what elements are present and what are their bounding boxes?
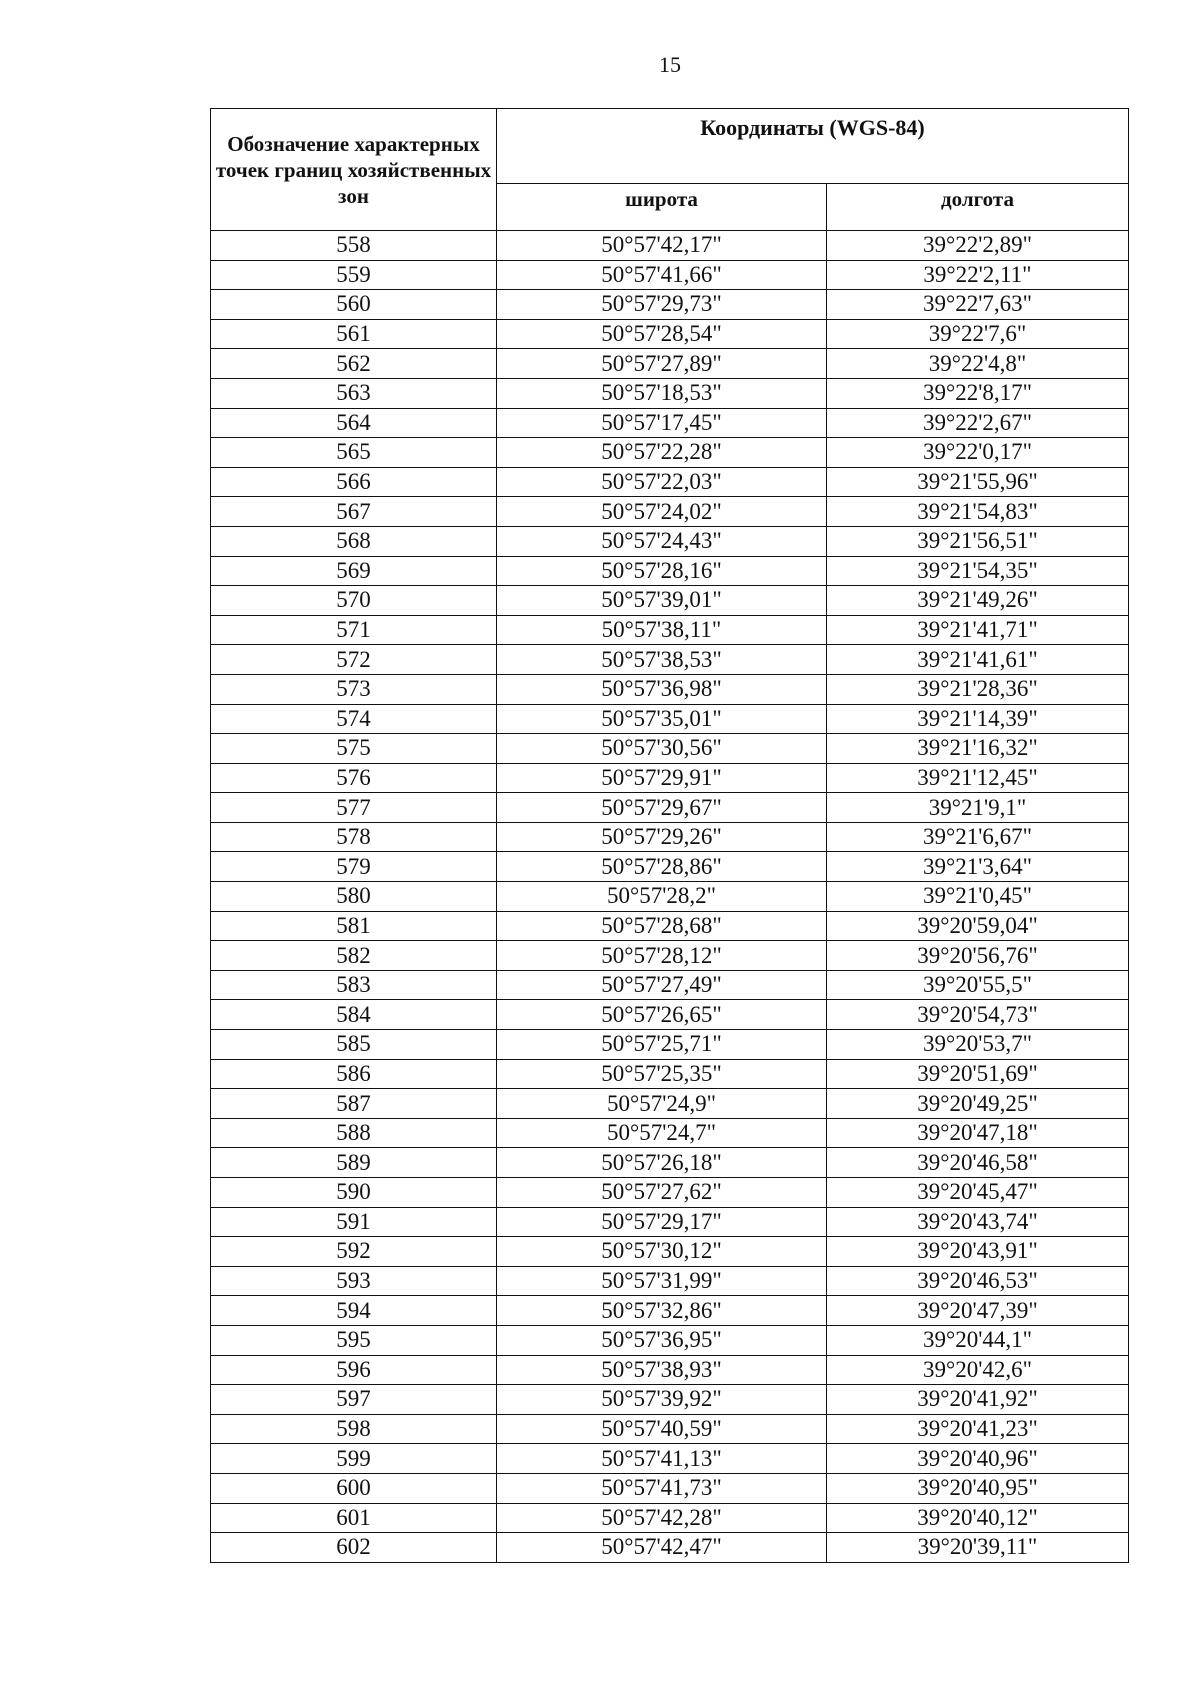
point-id-cell: 598 [211, 1414, 497, 1444]
longitude-cell: 39°21'14,39" [827, 704, 1129, 734]
longitude-cell: 39°21'16,32" [827, 734, 1129, 764]
longitude-cell: 39°20'54,73" [827, 1000, 1129, 1030]
table-row [211, 1355, 1129, 1385]
table-row [211, 704, 1129, 734]
latitude-cell: 50°57'35,01" [497, 704, 827, 734]
longitude-cell: 39°21'55,96" [827, 467, 1129, 497]
longitude-cell: 39°20'42,6" [827, 1355, 1129, 1385]
table-row [211, 260, 1129, 290]
point-id-cell: 565 [211, 438, 497, 468]
longitude-cell: 39°20'40,95" [827, 1473, 1129, 1503]
table-row [211, 586, 1129, 616]
longitude-cell: 39°22'0,17" [827, 438, 1129, 468]
table-row [211, 1178, 1129, 1208]
latitude-cell: 50°57'24,9" [497, 1089, 827, 1119]
table-row [211, 408, 1129, 438]
point-id-cell: 560 [211, 290, 497, 320]
table-row [211, 526, 1129, 556]
latitude-cell: 50°57'32,86" [497, 1296, 827, 1326]
table-row [211, 1059, 1129, 1089]
point-id-cell: 558 [211, 231, 497, 261]
latitude-cell: 50°57'29,67" [497, 793, 827, 823]
table-row [211, 1503, 1129, 1533]
longitude-cell: 39°21'9,1" [827, 793, 1129, 823]
table-row [211, 852, 1129, 882]
table-row [211, 1473, 1129, 1503]
table-row [211, 615, 1129, 645]
latitude-cell: 50°57'29,26" [497, 822, 827, 852]
latitude-cell: 50°57'28,86" [497, 852, 827, 882]
table-row [211, 1414, 1129, 1444]
longitude-cell: 39°20'56,76" [827, 941, 1129, 971]
longitude-cell: 39°22'8,17" [827, 378, 1129, 408]
longitude-cell: 39°21'3,64" [827, 852, 1129, 882]
point-id-cell: 582 [211, 941, 497, 971]
table-row [211, 1030, 1129, 1060]
latitude-cell: 50°57'38,53" [497, 645, 827, 675]
longitude-cell: 39°22'7,63" [827, 290, 1129, 320]
table-row [211, 1266, 1129, 1296]
point-id-cell: 601 [211, 1503, 497, 1533]
longitude-cell: 39°20'53,7" [827, 1030, 1129, 1060]
latitude-cell: 50°57'42,47" [497, 1533, 827, 1563]
point-id-cell: 561 [211, 319, 497, 349]
longitude-cell: 39°20'46,53" [827, 1266, 1129, 1296]
table-row [211, 497, 1129, 527]
header-latitude: широта [497, 184, 827, 231]
table-body [211, 231, 1129, 1563]
latitude-cell: 50°57'25,35" [497, 1059, 827, 1089]
point-id-cell: 600 [211, 1473, 497, 1503]
point-id-cell: 590 [211, 1178, 497, 1208]
point-id-cell: 599 [211, 1444, 497, 1474]
point-id-cell: 576 [211, 763, 497, 793]
point-id-cell: 579 [211, 852, 497, 882]
table-row [211, 941, 1129, 971]
longitude-cell: 39°20'59,04" [827, 911, 1129, 941]
longitude-cell: 39°20'41,23" [827, 1414, 1129, 1444]
table-row [211, 793, 1129, 823]
point-id-cell: 573 [211, 674, 497, 704]
point-id-cell: 592 [211, 1237, 497, 1267]
table-row [211, 1118, 1129, 1148]
header-coordinates: Координаты (WGS-84) [497, 109, 1129, 184]
latitude-cell: 50°57'29,73" [497, 290, 827, 320]
point-id-cell: 586 [211, 1059, 497, 1089]
table-row [211, 911, 1129, 941]
table-row [211, 1207, 1129, 1237]
longitude-cell: 39°21'41,71" [827, 615, 1129, 645]
table-row [211, 822, 1129, 852]
latitude-cell: 50°57'30,12" [497, 1237, 827, 1267]
point-id-cell: 566 [211, 467, 497, 497]
latitude-cell: 50°57'41,73" [497, 1473, 827, 1503]
longitude-cell: 39°21'41,61" [827, 645, 1129, 675]
point-id-cell: 595 [211, 1325, 497, 1355]
latitude-cell: 50°57'38,11" [497, 615, 827, 645]
point-id-cell: 589 [211, 1148, 497, 1178]
point-id-cell: 581 [211, 911, 497, 941]
latitude-cell: 50°57'42,17" [497, 231, 827, 261]
point-id-cell: 585 [211, 1030, 497, 1060]
longitude-cell: 39°20'40,12" [827, 1503, 1129, 1533]
latitude-cell: 50°57'36,95" [497, 1325, 827, 1355]
latitude-cell: 50°57'41,13" [497, 1444, 827, 1474]
point-id-cell: 564 [211, 408, 497, 438]
latitude-cell: 50°57'22,03" [497, 467, 827, 497]
table-row [211, 1237, 1129, 1267]
point-id-cell: 562 [211, 349, 497, 379]
point-id-cell: 569 [211, 556, 497, 586]
point-id-cell: 580 [211, 882, 497, 912]
latitude-cell: 50°57'28,2" [497, 882, 827, 912]
latitude-cell: 50°57'40,59" [497, 1414, 827, 1444]
header-designation: Обозначение характерных точек границ хозяйственных зон [211, 109, 497, 231]
latitude-cell: 50°57'22,28" [497, 438, 827, 468]
longitude-cell: 39°22'2,89" [827, 231, 1129, 261]
point-id-cell: 591 [211, 1207, 497, 1237]
longitude-cell: 39°22'2,67" [827, 408, 1129, 438]
page-number: 15 [659, 52, 681, 77]
latitude-cell: 50°57'30,56" [497, 734, 827, 764]
latitude-cell: 50°57'18,53" [497, 378, 827, 408]
table-row [211, 674, 1129, 704]
latitude-cell: 50°57'39,92" [497, 1385, 827, 1415]
latitude-cell: 50°57'28,54" [497, 319, 827, 349]
longitude-cell: 39°20'41,92" [827, 1385, 1129, 1415]
point-id-cell: 574 [211, 704, 497, 734]
longitude-cell: 39°21'56,51" [827, 526, 1129, 556]
longitude-cell: 39°20'40,96" [827, 1444, 1129, 1474]
latitude-cell: 50°57'36,98" [497, 674, 827, 704]
point-id-cell: 577 [211, 793, 497, 823]
latitude-cell: 50°57'24,7" [497, 1118, 827, 1148]
table-row [211, 319, 1129, 349]
table-row [211, 1296, 1129, 1326]
longitude-cell: 39°22'7,6" [827, 319, 1129, 349]
table-row [211, 882, 1129, 912]
longitude-cell: 39°21'6,67" [827, 822, 1129, 852]
longitude-cell: 39°20'51,69" [827, 1059, 1129, 1089]
longitude-cell: 39°21'49,26" [827, 586, 1129, 616]
longitude-cell: 39°21'54,35" [827, 556, 1129, 586]
point-id-cell: 571 [211, 615, 497, 645]
point-id-cell: 583 [211, 970, 497, 1000]
longitude-cell: 39°20'43,91" [827, 1237, 1129, 1267]
point-id-cell: 593 [211, 1266, 497, 1296]
longitude-cell: 39°20'47,18" [827, 1118, 1129, 1148]
point-id-cell: 572 [211, 645, 497, 675]
point-id-cell: 597 [211, 1385, 497, 1415]
longitude-cell: 39°20'44,1" [827, 1325, 1129, 1355]
longitude-cell: 39°20'55,5" [827, 970, 1129, 1000]
longitude-cell: 39°20'47,39" [827, 1296, 1129, 1326]
longitude-cell: 39°20'45,47" [827, 1178, 1129, 1208]
longitude-cell: 39°20'49,25" [827, 1089, 1129, 1119]
table-row [211, 645, 1129, 675]
longitude-cell: 39°20'39,11" [827, 1533, 1129, 1563]
latitude-cell: 50°57'26,65" [497, 1000, 827, 1030]
point-id-cell: 575 [211, 734, 497, 764]
longitude-cell: 39°20'46,58" [827, 1148, 1129, 1178]
point-id-cell: 568 [211, 526, 497, 556]
coordinates-table [210, 108, 1129, 1563]
header-longitude: долгота [827, 184, 1129, 231]
point-id-cell: 587 [211, 1089, 497, 1119]
latitude-cell: 50°57'28,12" [497, 941, 827, 971]
latitude-cell: 50°57'28,16" [497, 556, 827, 586]
point-id-cell: 559 [211, 260, 497, 290]
longitude-cell: 39°21'54,83" [827, 497, 1129, 527]
table-row [211, 1533, 1129, 1563]
point-id-cell: 570 [211, 586, 497, 616]
longitude-cell: 39°21'0,45" [827, 882, 1129, 912]
point-id-cell: 588 [211, 1118, 497, 1148]
point-id-cell: 578 [211, 822, 497, 852]
table-row [211, 556, 1129, 586]
point-id-cell: 596 [211, 1355, 497, 1385]
table-row [211, 231, 1129, 261]
table-row [211, 349, 1129, 379]
latitude-cell: 50°57'26,18" [497, 1148, 827, 1178]
latitude-cell: 50°57'38,93" [497, 1355, 827, 1385]
latitude-cell: 50°57'27,62" [497, 1178, 827, 1208]
table-row [211, 290, 1129, 320]
point-id-cell: 602 [211, 1533, 497, 1563]
table-row [211, 1000, 1129, 1030]
table-header [211, 109, 1129, 231]
table-row [211, 1325, 1129, 1355]
latitude-cell: 50°57'31,99" [497, 1266, 827, 1296]
table-row [211, 1089, 1129, 1119]
point-id-cell: 584 [211, 1000, 497, 1030]
point-id-cell: 563 [211, 378, 497, 408]
table-row [211, 763, 1129, 793]
longitude-cell: 39°21'12,45" [827, 763, 1129, 793]
longitude-cell: 39°20'43,74" [827, 1207, 1129, 1237]
point-id-cell: 567 [211, 497, 497, 527]
longitude-cell: 39°21'28,36" [827, 674, 1129, 704]
table-row [211, 378, 1129, 408]
longitude-cell: 39°22'2,11" [827, 260, 1129, 290]
latitude-cell: 50°57'27,89" [497, 349, 827, 379]
table-row [211, 438, 1129, 468]
latitude-cell: 50°57'24,43" [497, 526, 827, 556]
latitude-cell: 50°57'39,01" [497, 586, 827, 616]
table-row [211, 734, 1129, 764]
latitude-cell: 50°57'29,17" [497, 1207, 827, 1237]
latitude-cell: 50°57'41,66" [497, 260, 827, 290]
table-row [211, 1148, 1129, 1178]
latitude-cell: 50°57'27,49" [497, 970, 827, 1000]
latitude-cell: 50°57'28,68" [497, 911, 827, 941]
latitude-cell: 50°57'17,45" [497, 408, 827, 438]
latitude-cell: 50°57'42,28" [497, 1503, 827, 1533]
point-id-cell: 594 [211, 1296, 497, 1326]
table-row [211, 1385, 1129, 1415]
table-row [211, 467, 1129, 497]
table-row [211, 970, 1129, 1000]
latitude-cell: 50°57'29,91" [497, 763, 827, 793]
longitude-cell: 39°22'4,8" [827, 349, 1129, 379]
latitude-cell: 50°57'24,02" [497, 497, 827, 527]
table-row [211, 1444, 1129, 1474]
latitude-cell: 50°57'25,71" [497, 1030, 827, 1060]
